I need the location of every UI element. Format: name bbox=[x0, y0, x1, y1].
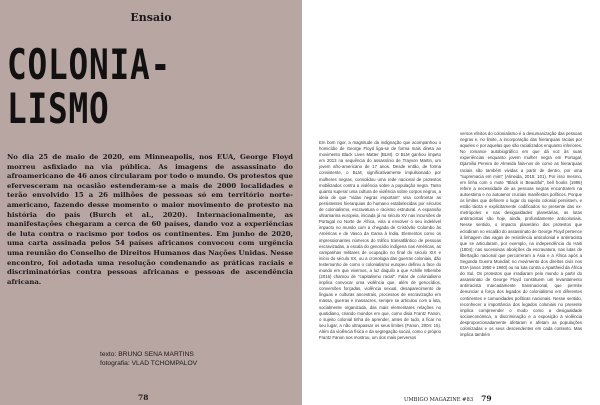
title-line-2: LISMO bbox=[7, 84, 110, 133]
article-lede: No dia 25 de maio de 2020, em Minneapolis, nos EUA, George Floyd morreu asfixiado na via pública. As imagens de assassinato do afroamericano de 46 anos circularam por todo o mundo. Os protestos que efervesceram na ocasião estenderam-se a mais de 2000 localidades e terão envolvido 15 a 26 milhões de pessoas só em território norte-americano, fazendo desse momento o maior movimento de protesto na história do país (Burch et al., 2020). Internacionalmente, as manifestações chegaram a cerca de 60 países, dando voz a experiências de luta contra o racismo por todos os continentes. Em junho de 2020, uma carta assinada pelos 54 países africanos convocou com urgência uma reunião do Conselho de Direitos Humanos das Nações Unidas. Nesse encontro, foi adotada uma resolução condenando as práticas raciais e discriminatórias contra pessoas africanas e pessoas de ascendência africana. bbox=[7, 153, 293, 286]
body-column-1: Em bom rigor, a magnitude da indignação que acompanhou o homicídio de George Floyd liga-se de forma mais direta ao movimento Black Lives Matter (BLM). O BLM ganhou ímpeto em 2013 na sequência do assassínio de Trayvon Martin, um jovem afro-americano de 17 anos. Desde então, de forma consistente, o BLM, significativamente impulsionado por mulheres negras, consolidou uma rede nacional de protestos mobilizados contra a violência sobre a população negra. Tanto quanto superar uma cultura de violência sobre corpos negros, a ideia de que "vidas negras importam" visa confrontar as persistentes hierarquias do humano estabelecidas por séculos de colonialismo, escravatura e racismo estrutural. A expansão ultramarina europeia, iniciada já no século XV nas incursões de Portugal no Norte de África, viria a envolver o seu indelével impacto no mundo com a chegada de Cristóvão Colombo às Américas e de Vasco da Gama à Índia. Elementos como os impressionantes números do tráfico transatlântico de pessoas escravizadas, a escala do genocídio indígena nas Américas, as campanhas militares de ocupação no final do século XIX e início do século XX, ou a cronologia das guerras coloniais, dão testemunho de como o colonialismo europeu definiu a face do mundo em que vivemos, a luz daquilo a que Achille Mbembe (2016) chamou de "capitalismo racial". Falar de colonialismo implica convocar uma violência que, além de genocídios, conversões forçadas, violência sexual, desaparecimento de línguas e culturas ancestrais, processos de escravização em massa, guerras e massacres, sempre se articulou com a luta, socialmente organizada, das mais elementares relações no quotidiano, criando mundos em que, como disia Frantz Fanon, o sujeito colonial tinha de aprender, antes de tudo, a ficar no seu lugar, a não ultrapassar os seus limites (Fanon, 2004: 15). Além da violência física e da segregação social, como o próprio Frantz Fanon nos mostrou, um dos mais perversos bbox=[319, 140, 441, 340]
section-label: Ensaio bbox=[130, 11, 172, 24]
page-footer bbox=[404, 394, 492, 403]
body-column-2: versos efeitos do colonialismo é a desumanização das pessoas negras e, no limite, a incorporação das hierarquias raciais por aqueles e por aquelas que são racializados enquanto inferiores. No romance autobiográfico em que dá voz às suas experiências enquanto jovem mulher negra em Portugal, Djaimilia Pereira de Almeida fala-nos de como as hierarquias raciais são também vividas a partir de dentro, por uma "supremacia em mim" (Almeida, 2015: 101). Por isso mesmo, em linha com o mote "Black is Beautiful", bell hooks (1995) refere a necessidade de as pessoas negras encontrarem na autoestima e no autoamor cruciais manifestos políticos. Porque os limites que definem o lugar do sujeito colonial persistem, e estão tácita e explicitamente codificados no presente das ex-metrópoles e nas desigualdades planetárias, as lutas antirracistas são hoje, ainda, profundamente anticoloniais. Nesse sentido, o impacto planetário dos protestos que eclodiram no escalão do assassinato de George Floyd pertence à linhagem das vagas de resistência anticolonial e antirracista que se articularam, por exemplo, na independência do Haiti (1804); nas sucessivas abolições da escravatura, nas lutas de libertação nacional que percorreram a Ásia e a África após a Segunda Guerra Mundial; no movimento dos direitos civis nos EUA (anos 1950 e 1960) ou na luta contra o Apartheid da África do Sul. Os protestos que irradiaram pelo mundo a partir do assassinato de George Floyd constituem um levantamento antirracista marcadamente transnacional, que permite denunciar a força dos legados do colonialismo em diferentes continentes e comunidades políticas nacionais. Nesse sentido, reconhecer a importância dos legados coloniais no presente implica compreender o modo como a desigualdade socioeconómica, a discriminação e a exposição à violência desproporcionadamente afetaram e afetam as populações colonizadas e os seus descendentes em cada contexto. Mas implica também bbox=[460, 131, 582, 338]
page-number-right: 79 bbox=[481, 394, 492, 403]
right-page bbox=[302, 0, 600, 405]
page-number-left: 78 bbox=[138, 393, 149, 402]
title-line-1: COLONIA- bbox=[7, 40, 172, 89]
magazine-name: UMBIGO MAGAZINE #83 bbox=[404, 397, 474, 403]
credits bbox=[100, 350, 197, 368]
credit-text: texto: BRUNO SENA MARTINS bbox=[100, 351, 194, 358]
article-title bbox=[7, 40, 172, 133]
credit-photo: fotografia: VLAD TCHOMPALOV bbox=[100, 360, 198, 367]
